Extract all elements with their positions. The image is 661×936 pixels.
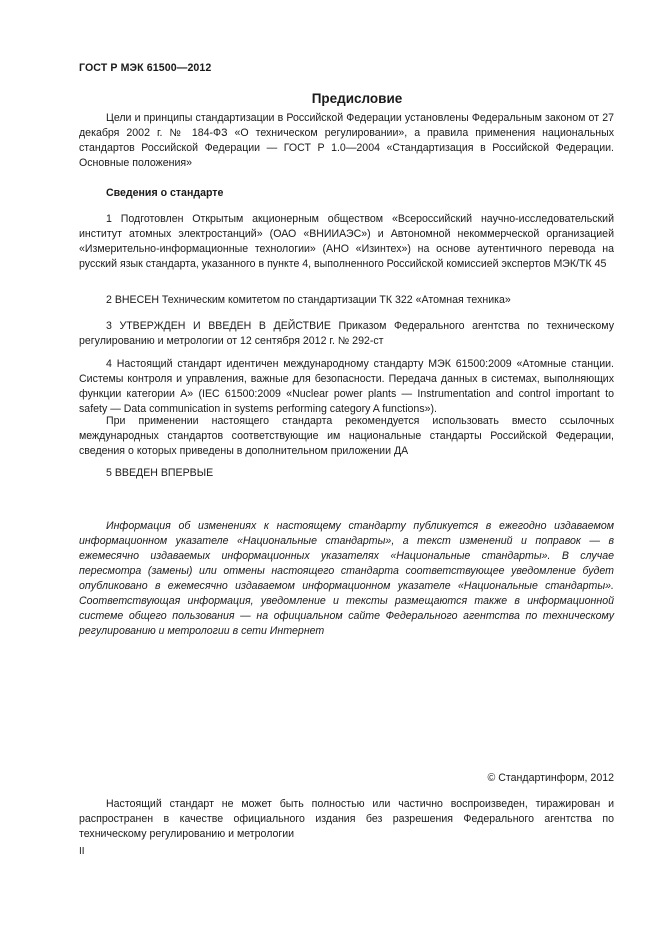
page-number: II	[79, 846, 85, 857]
section-heading: Сведения о стандарте	[106, 187, 224, 199]
document-code: ГОСТ Р МЭК 61500—2012	[79, 62, 212, 74]
rights-paragraph: Настоящий стандарт не может быть полностью или частично воспроизведен, тиражирован и распространен в качестве официального издания без разрешения Федерального агентства по техническому регулированию и метрологии	[79, 798, 614, 840]
notice-paragraph: Информация об изменениях к настоящему стандарту публикуется в ежегодно издаваемом информационном указателе «Национальные стандарты», а текст изменений и поправок — в ежемесячно издаваемых информационных указателях «Национальные стандарты». В случае пересмотра (замены) или отмены настоящего стандарта соответствующее уведомление будет опубликовано в ежемесячно издаваемом информационном указателе «Национальные стандарты». Соответствующая информация, уведомление и тексты размещаются также в информационной системе общего пользования — на официальном сайте Федерального агентства по техническому регулированию и метрологии в сети Интернет	[79, 520, 614, 637]
page-title: Предисловие	[311, 91, 403, 106]
item-4: 4 Настоящий стандарт идентичен международному стандарту МЭК 61500:2009 «Атомные станции. Системы контроля и управления, важные для безопасности. Передача данных в системах, выполняющих функции категории А» (IEC 61500:2009 «Nuclear power plants — Instrumentation and control important to safety — Data communication in systems performing category A functions»).	[79, 358, 614, 415]
item-1: 1 Подготовлен Открытым акционерным обществом «Всероссийский научно-исследовательский институт атомных электростанций» (ОАО «ВНИИАЭС») и Автономной некоммерческой организацией «Измерительно-информационные технологии» (АНО «Изинтех») на основе аутентичного перевода на русский язык стандарта, указанного в пункте 4, выполненного Российской комиссией экспертов МЭК/ТК 45	[79, 213, 614, 270]
intro-paragraph: Цели и принципы стандартизации в Российской Федерации установлены Федеральным законом от 27 декабря 2002 г. № 184-ФЗ «О техническом регулировании», а правила применения национальных стандартов Российской Федерации — ГОСТ Р 1.0—2004 «Стандартизация в Российской Федерации. Основные положения»	[79, 112, 614, 169]
item-2: 2 ВНЕСЕН Техническим комитетом по стандартизации ТК 322 «Атомная техника»	[106, 294, 511, 306]
item-3: 3 УТВЕРЖДЕН И ВВЕДЕН В ДЕЙСТВИЕ Приказом Федерального агентства по техническому регулированию и метрологии от 12 сентября 2012 г. № 292-ст	[79, 320, 614, 347]
copyright: © Стандартинформ, 2012	[487, 772, 614, 784]
item-5: 5 ВВЕДЕН ВПЕРВЫЕ	[106, 467, 214, 479]
item-4-note: При применении настоящего стандарта рекомендуется использовать вместо ссылочных международных стандартов соответствующие им национальные стандарты Российской Федерации, сведения о которых приведены в дополнительном приложении ДА	[79, 415, 614, 457]
